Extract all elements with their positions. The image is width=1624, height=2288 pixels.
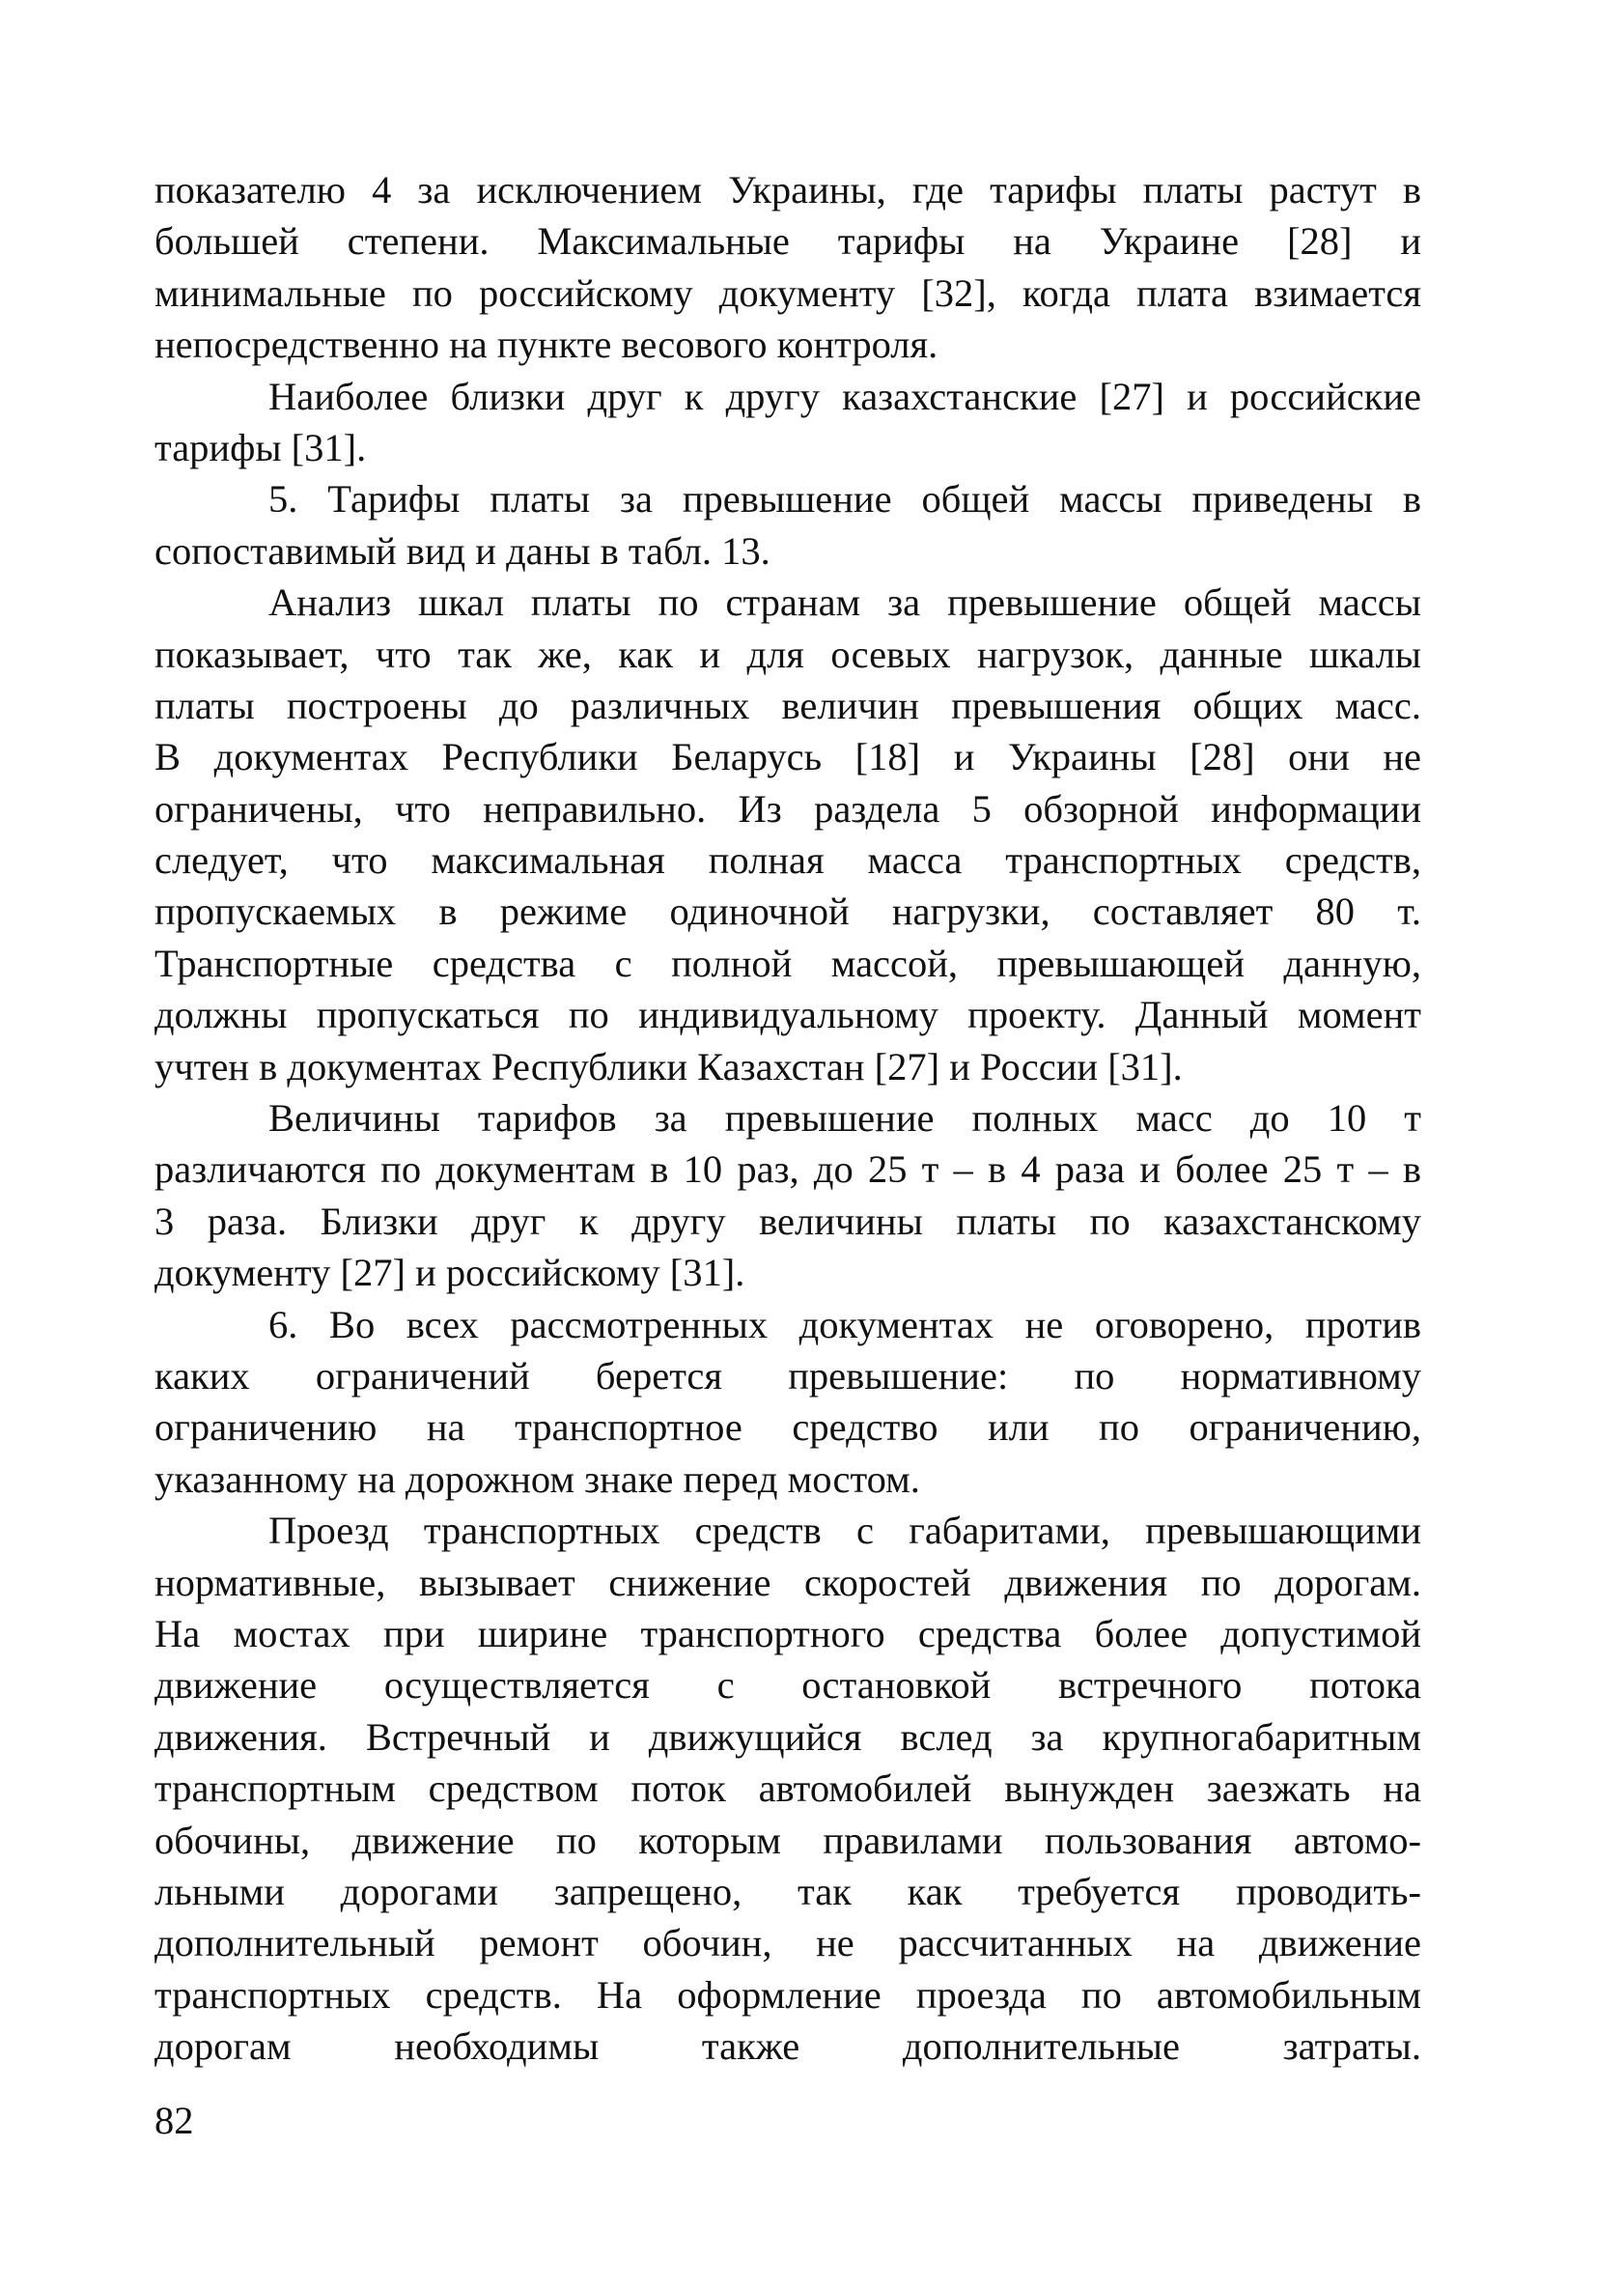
text-line: должны пропускаться по индивидуальному проекту. Данный момент [154, 993, 1421, 1037]
text-line: движения. Встречный и движущийся вслед за крупногабаритным [154, 1714, 1421, 1759]
text-line: показывает, что так же, как и для осевых нагрузок, данные шкалы [154, 632, 1421, 676]
text-line: показателю 4 за исключением Украины, где тарифы платы растут в [154, 168, 1421, 212]
text-line: На мостах при ширине транспортного средства более допустимой [154, 1611, 1421, 1655]
text-line: Анализ шкал платы по странам за превышение общей массы [268, 580, 1421, 625]
text-line: Величины тарифов за превышение полных масс до 10 т [268, 1096, 1421, 1141]
text-line: 6. Во всех рассмотренных документах не оговорено, против [268, 1302, 1421, 1346]
text-line: Наиболее близки друг к другу казахстанские [27] и российские [268, 374, 1421, 418]
text-line: тарифы [31]. [154, 425, 367, 469]
text-line: непосредственно на пункте весового контроля. [154, 323, 938, 367]
text-line: В документах Республики Беларусь [18] и Украины [28] они не [154, 735, 1421, 779]
text-line: указанному на дорожном знаке перед мостом. [154, 1456, 920, 1501]
text-line: льными дорогами запрещено, так как требуется проводить- [154, 1869, 1421, 1913]
text-line: нормативные, вызывает снижение скоростей движения по дорогам. [154, 1560, 1421, 1604]
text-line: 5. Тарифы платы за превышение общей массы приведены в [268, 477, 1421, 522]
text-line: учтен в документах Республики Казахстан [27] и России [31]. [154, 1044, 1183, 1088]
text-line: дополнительный ремонт обочин, не рассчитанных на движение [154, 1921, 1421, 1965]
text-line: минимальные по российскому документу [32], когда плата взимается [154, 270, 1421, 315]
text-line: большей степени. Максимальные тарифы на Украине [28] и [154, 219, 1421, 264]
text-line: каких ограничений берется превышение: по нормативному [154, 1353, 1421, 1398]
text-line: ограничению на транспортное средство или по ограничению, [154, 1405, 1421, 1450]
text-line: Проезд транспортных средств с габаритами, превышающими [268, 1509, 1421, 1553]
text-line: транспортным средством поток автомобилей вынужден заезжать на [154, 1766, 1421, 1811]
text-line: документу [27] и российскому [31]. [154, 1251, 745, 1295]
text-line: платы построены до различных величин превышения общих масс. [154, 683, 1421, 727]
text-line: движение осуществляется с остановкой встречного потока [154, 1663, 1421, 1708]
text-line: 3 раза. Близки друг к другу величины платы по казахстанскому [154, 1199, 1421, 1243]
text-line: сопоставимый вид и даны в табл. 13. [154, 528, 770, 573]
text-line: транспортных средств. На оформление проезда по автомобильным [154, 1972, 1421, 2017]
text-line: различаются по документам в 10 раз, до 25 т – в 4 раза и более 25 т – в [154, 1147, 1421, 1192]
page-number: 82 [154, 2099, 194, 2142]
text-line: следует, что максимальная полная масса транспортных средств, [154, 838, 1421, 883]
text-line: обочины, движение по которым правилами пользования автомо- [154, 1818, 1421, 1862]
text-line: дорогам необходимы также дополнительные затраты. [154, 2024, 1421, 2069]
text-line: Транспортные средства с полной массой, превышающей данную, [154, 941, 1421, 985]
page-body [154, 164, 1421, 2072]
text-line: ограничены, что неправильно. Из раздела 5 обзорной информации [154, 786, 1421, 831]
text-line: пропускаемых в режиме одиночной нагрузки, составляет 80 т. [154, 890, 1421, 934]
